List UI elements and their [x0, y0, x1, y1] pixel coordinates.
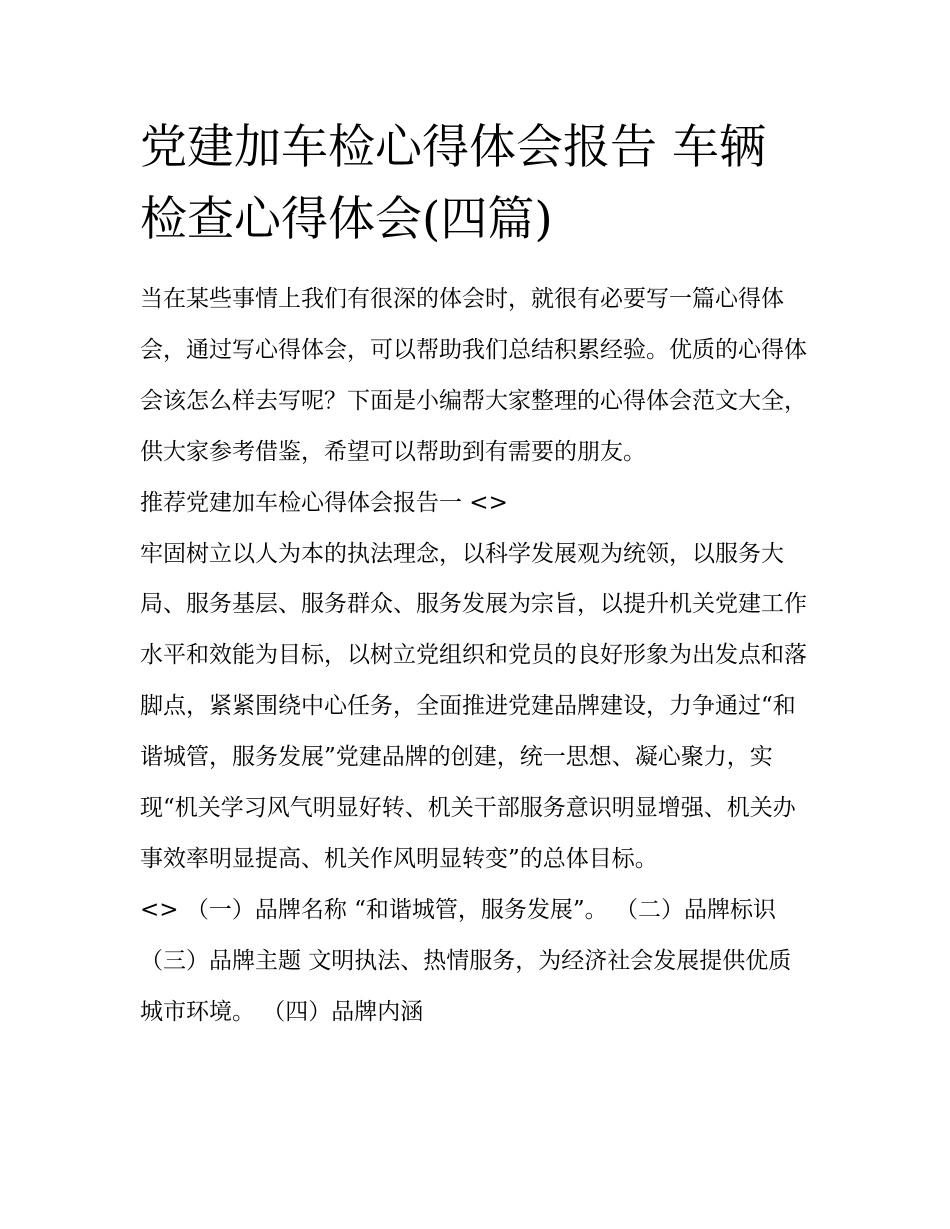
intro-paragraph: 当在某些事情上我们有很深的体会时，就很有必要写一篇心得体会，通过写心得体会，可以帮助我们总结积累经验。优质的心得体会该怎么样去写呢？下面是小编帮大家整理的心得体会范文大全，供大家参考借鉴，希望可以帮助到有需要的朋友。 — [140, 286, 807, 465]
brand-paragraph: <> （一）品牌名称 “和谐城管，服务发展”。 （二）品牌标识 （三）品牌主题 文明执法、热情服务，为经济社会发展提供优质城市环境。 （四）品牌内涵 — [140, 896, 792, 1025]
document-content — [140, 112, 812, 1038]
document-body — [140, 274, 812, 1038]
document-title: 党建加车检心得体会报告 车辆检查心得体会(四篇) — [140, 120, 766, 247]
section-heading: 推荐党建加车检心得体会报告一 <> — [140, 489, 508, 516]
body-paragraph: 牢固树立以人为本的执法理念，以科学发展观为统领，以服务大局、服务基层、服务群众、服务发展为宗旨，以提升机关党建工作水平和效能为目标，以树立党组织和党员的良好形象为出发点和落脚点，紧紧围绕中心任务，全面推进党建品牌建设，力争通过“和谐城管，服务发展”党建品牌的创建，统一思想、凝心聚力，实现“机关学习风气明显好转、机关干部服务意识明显增强、机关办事效率明显提高、机关作风明显转变”的总体目标。 — [140, 540, 807, 872]
